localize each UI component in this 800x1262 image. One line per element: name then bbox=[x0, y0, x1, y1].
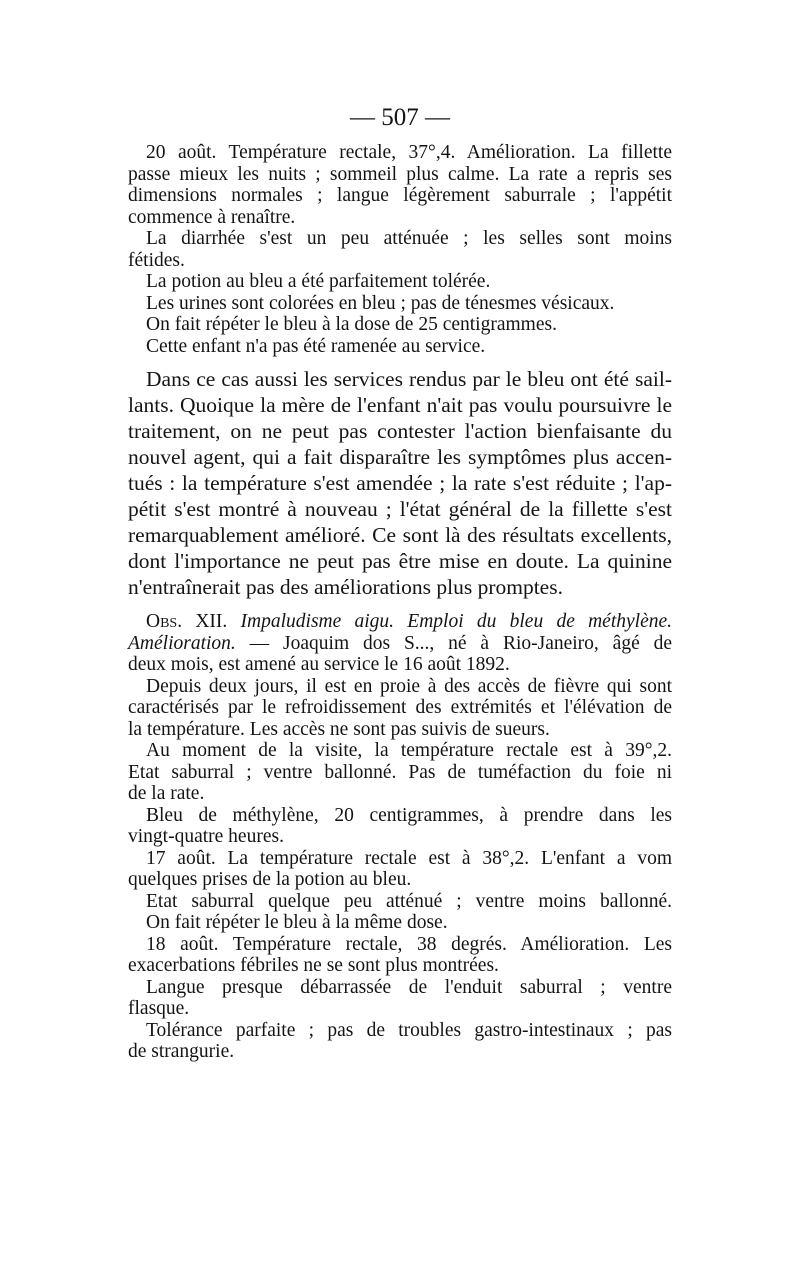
text-line: Au moment de la visite, la température rectale est à 39°,2. bbox=[146, 740, 672, 761]
text-line: On fait répéter le bleu à la même dose. bbox=[146, 912, 448, 933]
text-line: Bleu de méthylène, 20 centigrammes, à prendre dans les bbox=[146, 804, 672, 826]
text-line: commence à renaître. bbox=[128, 206, 296, 228]
text-line: fétides. bbox=[128, 249, 185, 271]
text-line: tués : la température s'est amendée ; la rate s'est réduite ; l'ap- bbox=[128, 471, 672, 495]
text-line: Dans ce cas aussi les services rendus par le bleu ont été sail- bbox=[146, 367, 672, 391]
observation-xii bbox=[128, 611, 672, 1063]
text-line: dont l'importance ne peut pas être mise en doute. La quinine bbox=[128, 549, 672, 573]
text-line: traitement, on ne peut pas contester l'action bienfaisante du bbox=[128, 419, 672, 443]
text-line: n'entraînerait pas des améliorations plus promptes. bbox=[128, 575, 563, 599]
text-line: Cette enfant n'a pas été ramenée au service. bbox=[146, 335, 486, 357]
text-line: la température. Les accès ne sont pas suivis de sueurs. bbox=[128, 718, 550, 740]
text-line: de la rate. bbox=[128, 783, 205, 804]
text-line: remarquablement amélioré. Ce sont là des résultats excellents, bbox=[128, 523, 672, 547]
text-line: passe mieux les nuits ; sommeil plus calme. La rate a repris ses bbox=[128, 163, 672, 185]
text-line: Tolérance parfaite ; pas de troubles gastro-intestinaux ; pas bbox=[146, 1019, 672, 1041]
observation-heading bbox=[128, 611, 672, 633]
text-line: Etat saburral quelque peu atténué ; ventre moins ballonné. bbox=[146, 890, 672, 912]
text-line: exacerbations fébriles ne se sont plus montrées. bbox=[128, 955, 499, 976]
text-line: La diarrhée s'est un peu atténuée ; les selles sont moins bbox=[146, 228, 672, 249]
page-number: — 507 — bbox=[350, 104, 450, 131]
text-line: On fait répéter le bleu à la dose de 25 centigrammes. bbox=[146, 314, 557, 335]
text-line: flasque. bbox=[128, 998, 190, 1019]
commentary-paragraph bbox=[128, 366, 672, 600]
text-line: de strangurie. bbox=[128, 1041, 235, 1062]
observation-title: Impaludisme aigu. Emploi du bleu de méthylène. bbox=[240, 611, 673, 632]
observation-title-2: Amélioration. bbox=[128, 632, 236, 654]
text-line: Depuis deux jours, il est en proie à des accès de fièvre qui sont bbox=[146, 675, 672, 697]
text-line: lants. Quoique la mère de l'enfant n'ait pas voulu poursuivre le bbox=[128, 393, 672, 417]
text-line: quelques prises de la potion au bleu. bbox=[128, 869, 412, 890]
text-line: Amélioration. — Joaquim dos S..., né à Rio-Janeiro, âgé de bbox=[128, 632, 673, 654]
text-line: deux mois, est amené au service le 16 août 1892. bbox=[128, 654, 510, 675]
clinical-notes-obs-xi bbox=[128, 142, 672, 357]
text-line: 20 août. Température rectale, 37°,4. Amélioration. La fillette bbox=[146, 142, 672, 163]
text-line: dimensions normales ; langue légèrement saburrale ; l'appétit bbox=[128, 185, 672, 206]
text-line: 17 août. La température rectale est à 38°,2. L'enfant a vom bbox=[146, 847, 672, 869]
text-line: nouvel agent, qui a fait disparaître les symptômes plus accen- bbox=[128, 445, 672, 469]
text-line: caractérisés par le refroidissement des extrémités et l'élévation de bbox=[128, 697, 672, 718]
text-line: pétit s'est montré à nouveau ; l'état général de la fillette s'est bbox=[128, 497, 672, 521]
text-line: Les urines sont colorées en bleu ; pas de ténesmes vésicaux. bbox=[146, 292, 615, 314]
observation-label: Obs. XII. bbox=[146, 611, 228, 632]
text-line: 18 août. Température rectale, 38 degrés. Amélioration. Les bbox=[146, 933, 672, 955]
text-line: vingt-quatre heures. bbox=[128, 826, 284, 847]
text-line: Langue presque débarrassée de l'enduit saburral ; ventre bbox=[146, 976, 672, 998]
text-line: La potion au bleu a été parfaitement tolérée. bbox=[146, 271, 491, 292]
text-line: Etat saburral ; ventre ballonné. Pas de tuméfaction du foie ni bbox=[128, 761, 672, 783]
